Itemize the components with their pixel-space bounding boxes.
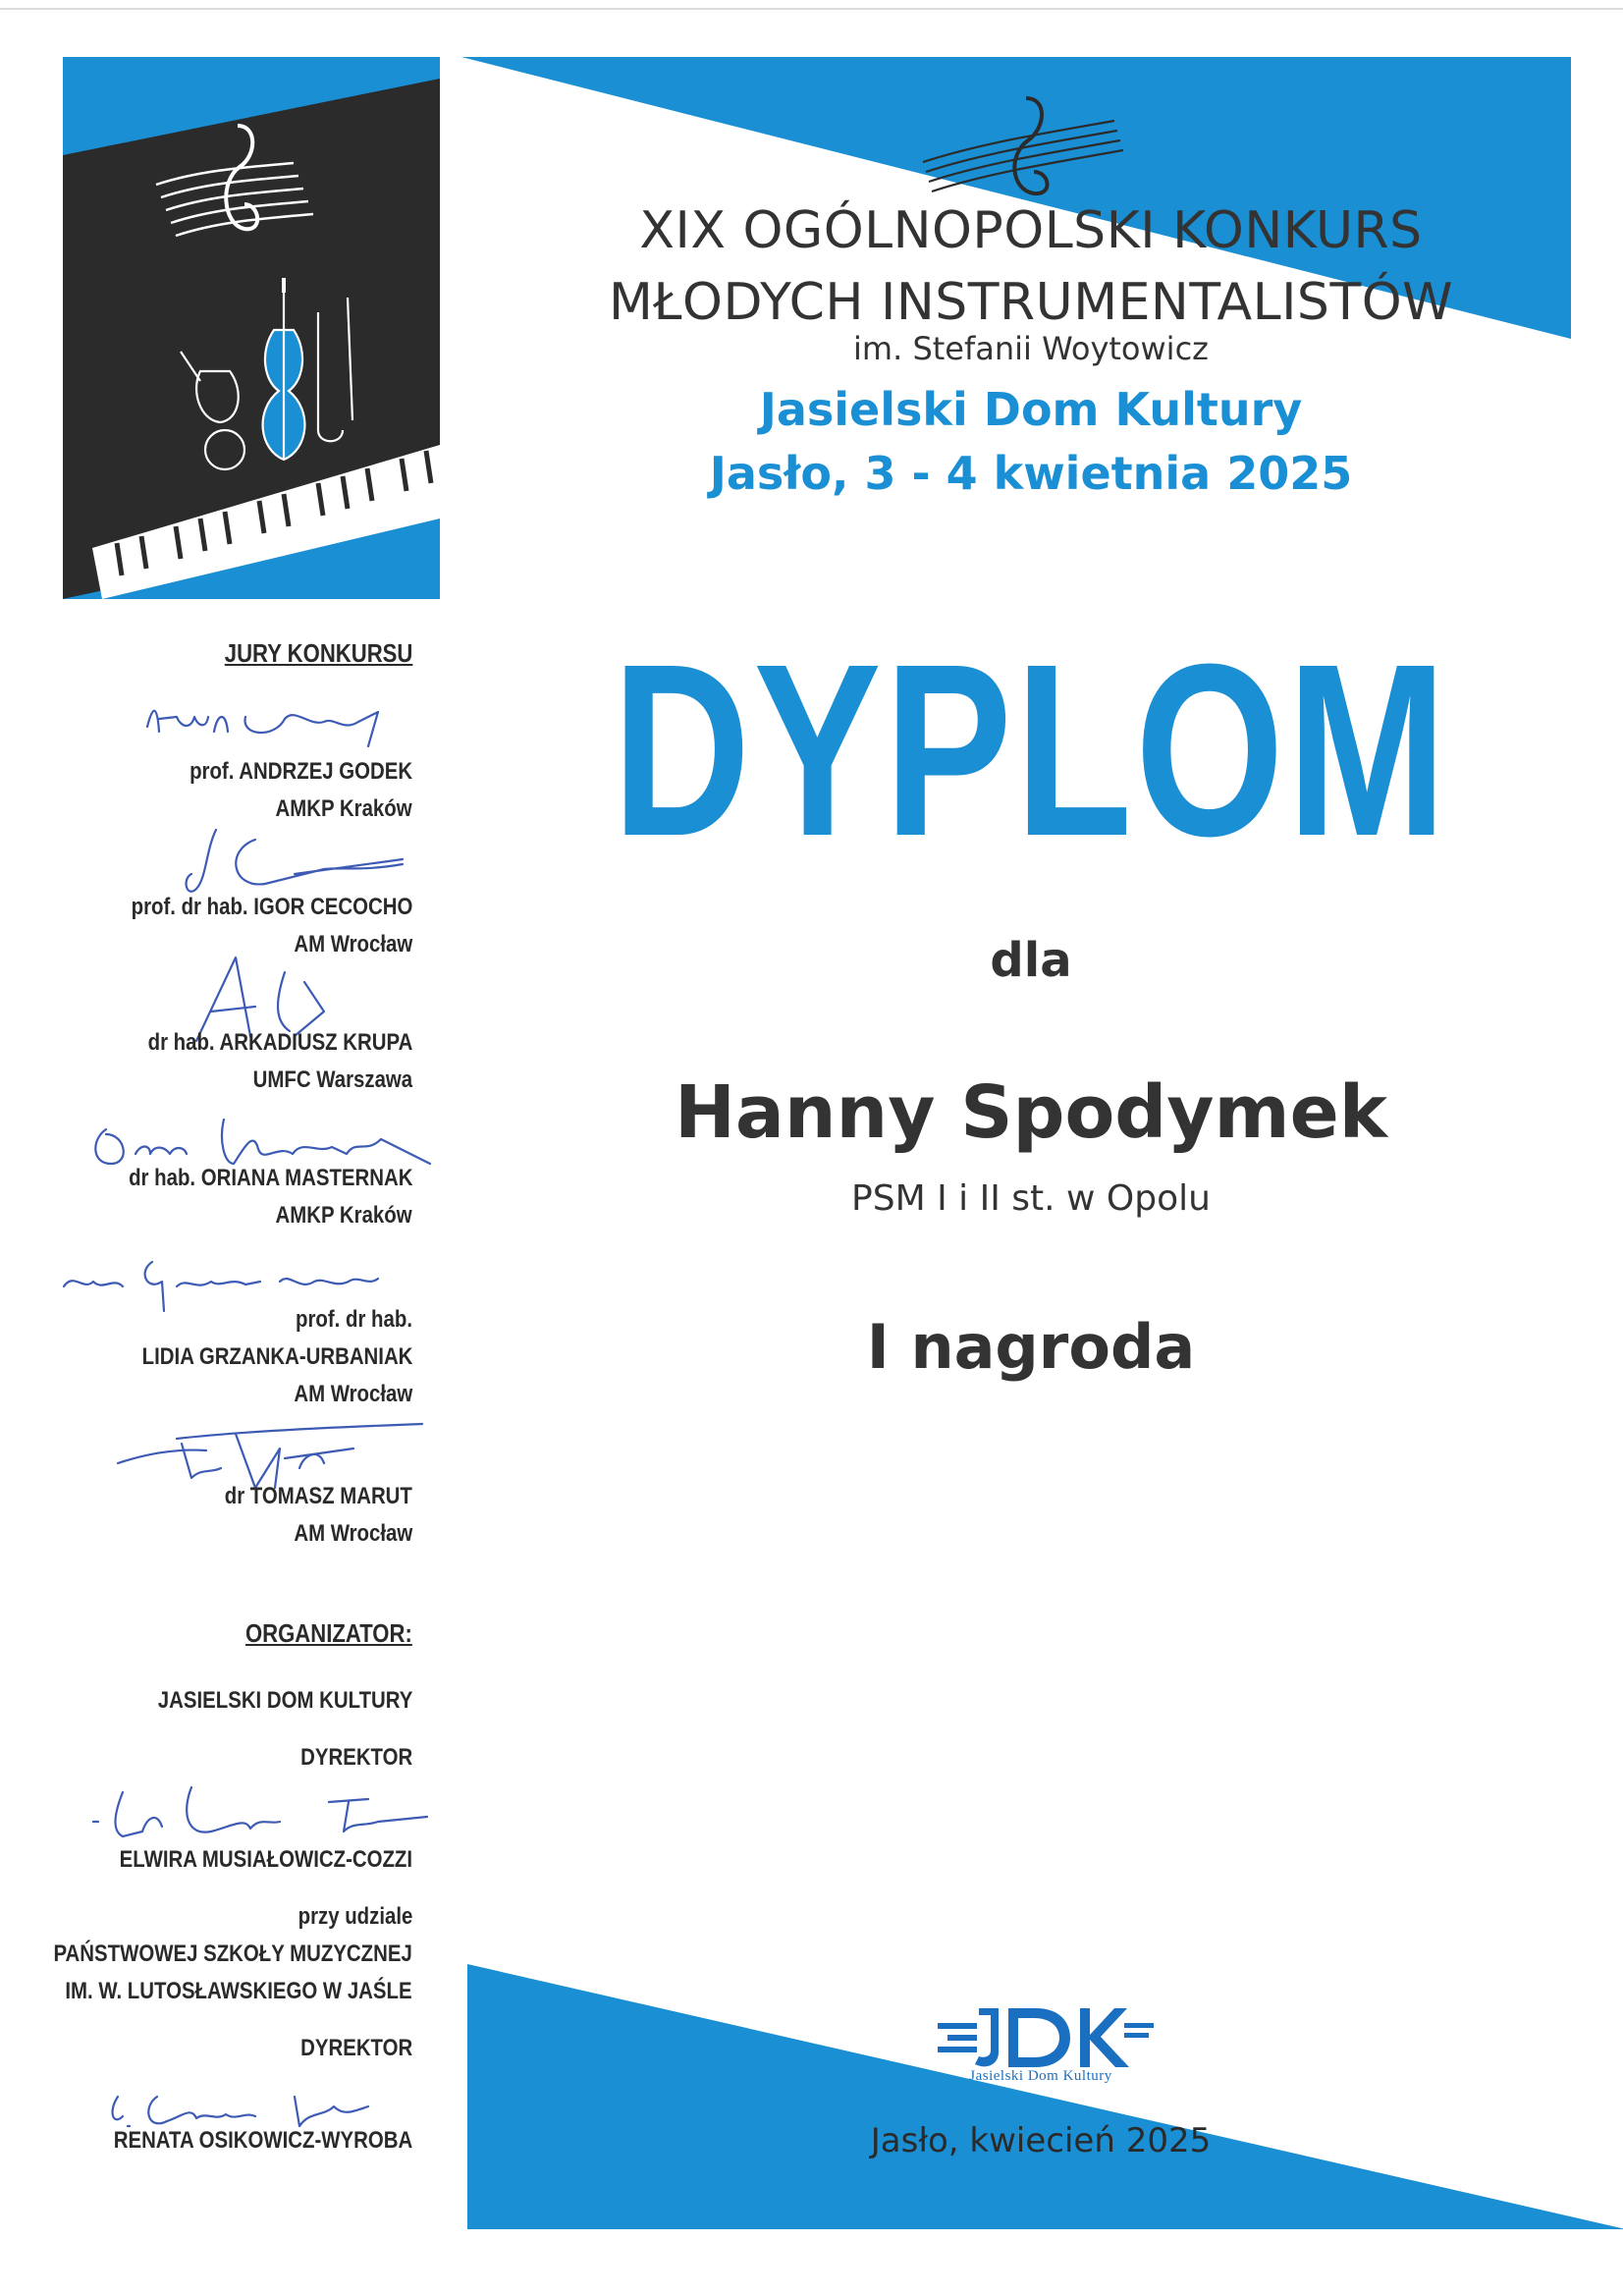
director2-label: DYREKTOR bbox=[299, 2035, 412, 2061]
director2-name: RENATA OSIKOWICZ-WYROBA bbox=[113, 2127, 412, 2154]
organizer-name: JASIELSKI DOM KULTURY bbox=[157, 1687, 412, 1714]
partner-school-line1: PAŃSTWOWEJ SZKOŁY MUZYCZNEJ bbox=[53, 1941, 412, 1967]
for-label: dla bbox=[990, 933, 1072, 988]
award-name: I nagroda bbox=[866, 1311, 1196, 1383]
art-panel bbox=[63, 57, 440, 599]
partner-school-line2: IM. W. LUTOSŁAWSKIEGO W JAŚLE bbox=[65, 1978, 412, 2004]
jury-member-institution: UMFC Warszawa bbox=[252, 1066, 412, 1093]
jury-member-institution: AM Wrocław bbox=[294, 931, 412, 957]
recipient-school: PSM I i II st. w Opolu bbox=[851, 1178, 1211, 1219]
jury-member-name: dr hab. ARKADIUSZ KRUPA bbox=[147, 1029, 412, 1056]
jury-member-name: dr TOMASZ MARUT bbox=[224, 1483, 412, 1509]
jury-heading: JURY KONKURSU bbox=[224, 638, 412, 668]
music-staff-icon-header bbox=[918, 93, 1124, 201]
jdk-logo-caption: Jasielski Dom Kultury bbox=[969, 2068, 1112, 2084]
venue-date: Jasło, 3 - 4 kwietnia 2025 bbox=[709, 447, 1353, 500]
organizer-heading: ORGANIZATOR: bbox=[245, 1618, 412, 1648]
director-name: ELWIRA MUSIAŁOWICZ-COZZI bbox=[119, 1846, 412, 1873]
jury-member-name: prof. dr hab. IGOR CECOCHO bbox=[131, 894, 412, 920]
place-and-date: Jasło, kwiecień 2025 bbox=[870, 2121, 1212, 2160]
signature-musialowicz bbox=[83, 1777, 437, 1846]
contest-title-line2: MŁODYCH INSTRUMENTALISTÓW bbox=[608, 273, 1454, 332]
director-label: DYREKTOR bbox=[299, 1744, 412, 1771]
jury-member-institution: AM Wrocław bbox=[294, 1520, 412, 1547]
venue-name: Jasielski Dom Kultury bbox=[759, 383, 1303, 436]
jury-member-institution: AMKP Kraków bbox=[275, 795, 412, 822]
jury-member-institution: AM Wrocław bbox=[294, 1381, 412, 1407]
jury-member-name: prof. ANDRZEJ GODEK bbox=[189, 758, 412, 785]
jury-member-name: LIDIA GRZANKA-URBANIAK bbox=[141, 1343, 412, 1370]
contest-title-line1: XIX OGÓLNOPOLSKI KONKURS bbox=[639, 201, 1423, 260]
jury-member-name: dr hab. ORIANA MASTERNAK bbox=[128, 1165, 412, 1191]
jury-member-title: prof. dr hab. bbox=[296, 1306, 412, 1333]
diploma-title: DYPLOM bbox=[612, 613, 1450, 887]
contest-patron: im. Stefanii Woytowicz bbox=[853, 330, 1209, 367]
cooperation-label: przy udziale bbox=[298, 1903, 412, 1930]
recipient-name: Hanny Spodymek bbox=[674, 1070, 1388, 1155]
signature-godek bbox=[137, 687, 432, 756]
jury-member-institution: AMKP Kraków bbox=[275, 1202, 412, 1229]
